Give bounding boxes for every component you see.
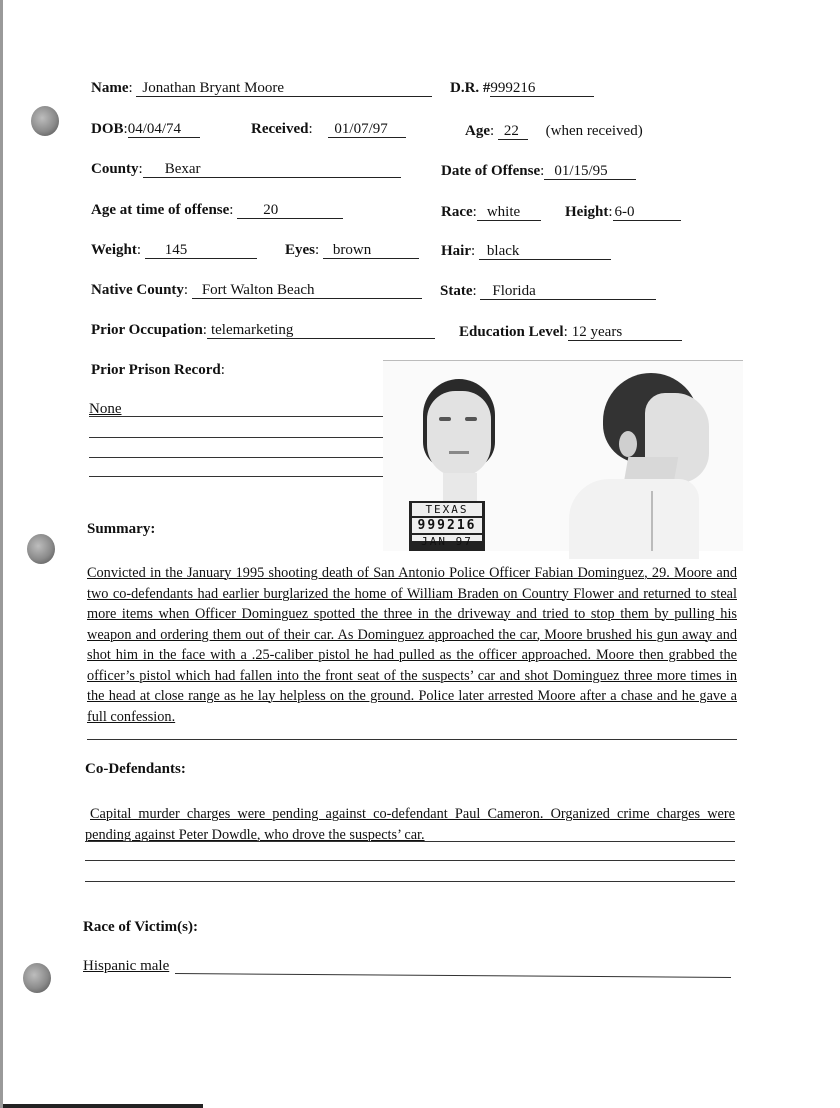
race-value: white [477, 205, 541, 221]
victims-value: Hispanic male [83, 958, 170, 974]
eyes-field: Eyes: brown [285, 242, 419, 259]
blank-line [89, 457, 383, 458]
weight-field: Weight: 145 [91, 242, 257, 259]
state-field: State: Florida [440, 283, 656, 300]
prior-occupation-label: Prior Occupation [91, 322, 203, 338]
age-at-offense-value: 20 [237, 203, 343, 219]
age-field: Age: 22 (when received) [465, 123, 643, 139]
education-level-label: Education Level [459, 324, 564, 340]
education-level-value: 12 years [568, 325, 682, 341]
county-label: County [91, 161, 139, 177]
page-edge [3, 1104, 203, 1108]
state-value: Florida [480, 284, 656, 300]
eyes-value: brown [323, 243, 419, 259]
state-label: State [440, 283, 473, 299]
blank-line [175, 973, 731, 978]
blank-line [85, 881, 735, 882]
hole-punch-icon [23, 963, 51, 993]
name-field: Name: Jonathan Bryant Moore [91, 80, 432, 97]
date-of-offense-label: Date of Offense [441, 163, 541, 179]
name-label: Name [91, 80, 129, 96]
native-county-label: Native County [91, 282, 184, 298]
blank-line [89, 476, 383, 477]
blank-line [89, 416, 383, 417]
dr-number-label: D.R. # [450, 80, 491, 96]
codefendants-text: Capital murder charges were pending against co-defendant Paul Cameron. Organized crime charges were pending against Peter Dowdle, who drove the suspects’ car. [85, 806, 735, 843]
received-field: Received: 01/07/97 [251, 121, 406, 138]
age-label: Age [465, 123, 490, 139]
id-plate: TEXAS 999216 JAN 97 [409, 501, 485, 551]
county-value: Bexar [143, 162, 401, 178]
prior-prison-record-value: None [89, 401, 122, 417]
summary-heading: Summary: [87, 521, 156, 537]
height-label: Height [565, 204, 609, 220]
race-label: Race [441, 204, 473, 220]
height-field: Height: 6-0 [565, 204, 681, 221]
received-value: 01/07/97 [328, 122, 406, 138]
received-label: Received [251, 121, 309, 137]
hair-label: Hair [441, 243, 471, 259]
date-of-offense-value: 01/15/95 [544, 164, 636, 180]
weight-value: 145 [145, 243, 257, 259]
codefendants-heading: Co-Defendants: [85, 761, 186, 777]
hair-value: black [479, 244, 611, 260]
eyes-label: Eyes [285, 242, 315, 258]
dr-number-field [450, 80, 594, 97]
blank-line [87, 739, 737, 740]
height-value: 6-0 [613, 205, 681, 221]
prior-occupation-field: Prior Occupation: telemarketing [91, 322, 435, 339]
age-at-offense-label: Age at time of offense [91, 202, 230, 218]
dob-label: DOB [91, 121, 124, 137]
dob-field: DOB:04/04/74 [91, 121, 200, 138]
age-value: 22 [498, 124, 528, 140]
victims-heading: Race of Victim(s): [83, 919, 198, 935]
race-field: Race: white [441, 204, 541, 221]
weight-label: Weight [91, 242, 137, 258]
mugshot-photo [383, 360, 743, 551]
name-value: Jonathan Bryant Moore [136, 81, 432, 97]
dr-number-value: 999216 [490, 81, 594, 97]
county-field: County: Bexar [91, 161, 401, 178]
education-level-field: Education Level: 12 years [459, 324, 682, 341]
blank-line [89, 437, 383, 438]
native-county-field: Native County: Fort Walton Beach [91, 282, 422, 299]
blank-line [85, 841, 735, 842]
age-at-offense-field: Age at time of offense: 20 [91, 202, 343, 219]
date-of-offense-field: Date of Offense: 01/15/95 [441, 163, 636, 180]
hole-punch-icon [27, 534, 55, 564]
hair-field: Hair: black [441, 243, 611, 260]
dob-value: 04/04/74 [128, 122, 200, 138]
prior-occupation-value: telemarketing [207, 323, 435, 339]
native-county-value: Fort Walton Beach [192, 283, 422, 299]
prior-prison-record-label: Prior Prison Record [91, 362, 221, 378]
summary-text: Convicted in the January 1995 shooting death of San Antonio Police Officer Fabian Dominguez, 29. Moore and two co-defendants had earlier burglarized the home of William Braden on Country Flower and returned to steal more items when Officer Dominguez spotted the three in the driveway and tried to stop them by pulling his weapon and ordering them out of their car. As Dominguez approached the car, Moore brushed his gun away and shot him in the face with a .25-caliber pistol he had pulled as the officer approached. Moore then grabbed the officer’s pistol which had fallen into the front seat of the suspects’ car and shot Dominguez three more times in the head at close range as he lay helpless on the ground. Police later arrested Moore after a chase and he gave a full confession. [87, 565, 737, 725]
age-note: (when received) [545, 123, 643, 139]
hole-punch-icon [31, 106, 59, 136]
blank-line [85, 860, 735, 861]
prior-prison-record-field: Prior Prison Record: [91, 362, 225, 378]
